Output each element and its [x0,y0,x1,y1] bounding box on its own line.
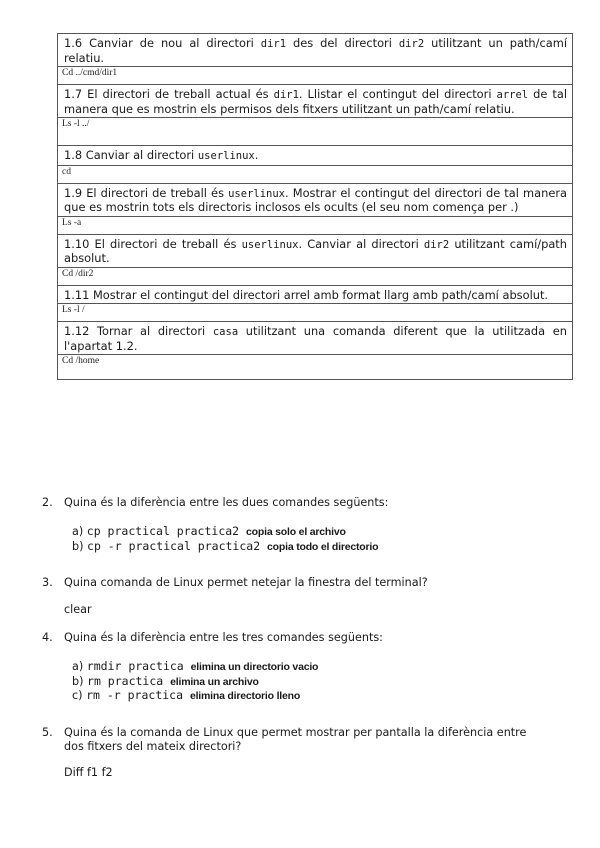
question-2 [42,496,552,554]
question-3 [42,576,552,617]
q3-text: Quina comanda de Linux permet netejar la finestra del terminal? [64,576,428,589]
q4-text: Quina és la diferència entre les tres comandes següents: [64,631,383,644]
question-cell: 1.6 Canviar de nou al directori dir1 des del directori dir2 utilitzant un path/camí relatiu. [58,34,572,67]
sub-item: a) rmdir practica elimina un directorio vacio [72,659,319,673]
answer-cell: Ls -a [58,217,572,235]
answer-cell: cd [58,166,572,184]
sub-item: c) rm -r practica elimina directorio lleno [72,688,301,702]
question-cell: 1.11 Mostrar el contingut del directori arrel amb format llarg amb path/camí absolut. [58,286,572,305]
q2-items [42,525,552,554]
q5-text: Quina és la comanda de Linux que permet mostrar per pantalla la diferència entre dos fitxers del mateix directori? [64,726,527,753]
question-cell: 1.12 Tornar al directori casa utilitzant una comanda diferent que la utilitzada en l'apartat 1.2. [58,322,572,355]
answer-cell: Cd /home [58,355,572,380]
answer-cell: Ls -l ../ [58,118,572,146]
q2-text: Quina és la diferència entre les dues comandes següents: [64,496,389,509]
exercise-table [57,33,573,380]
question-cell: 1.9 El directori de treball és userlinux. Mostrar el contingut del directori de tal manera que es mostrin tots els directoris inclosos els ocults (el seu nom comença per .) [58,184,572,217]
question-cell: 1.7 El directori de treball actual és dir1. Llistar el contingut del directori arrel de tal manera que es mostrin els permisos dels fitxers utilitzant un path/camí relatiu. [58,85,572,118]
sub-item: b) cp -r practical practica2 copia todo el directorio [72,538,379,553]
question-cell: 1.10 El directori de treball és userlinux. Canviar al directori dir2 utilitzant camí/path absolut. [58,235,572,268]
question-4 [42,631,552,704]
q3-number: 3. [42,576,53,589]
q3-answer: clear [64,603,92,616]
sub-item: b) rm practica elimina un archivo [72,673,259,688]
q4-number: 4. [42,631,53,644]
answer-cell: Cd /dir2 [58,268,572,286]
answer-cell: Cd ../cmd/dir1 [58,67,572,85]
q2-number: 2. [42,496,53,509]
q4-items [42,660,552,704]
q5-number: 5. [42,726,53,739]
answer-cell: Ls -l / [58,304,572,322]
question-5 [42,726,552,780]
question-cell: 1.8 Canviar al directori userlinux. [58,146,572,166]
sub-item: a) cp practical practica2 copia solo el archivo [72,524,346,538]
q5-answer: Diff f1 f2 [64,766,113,779]
